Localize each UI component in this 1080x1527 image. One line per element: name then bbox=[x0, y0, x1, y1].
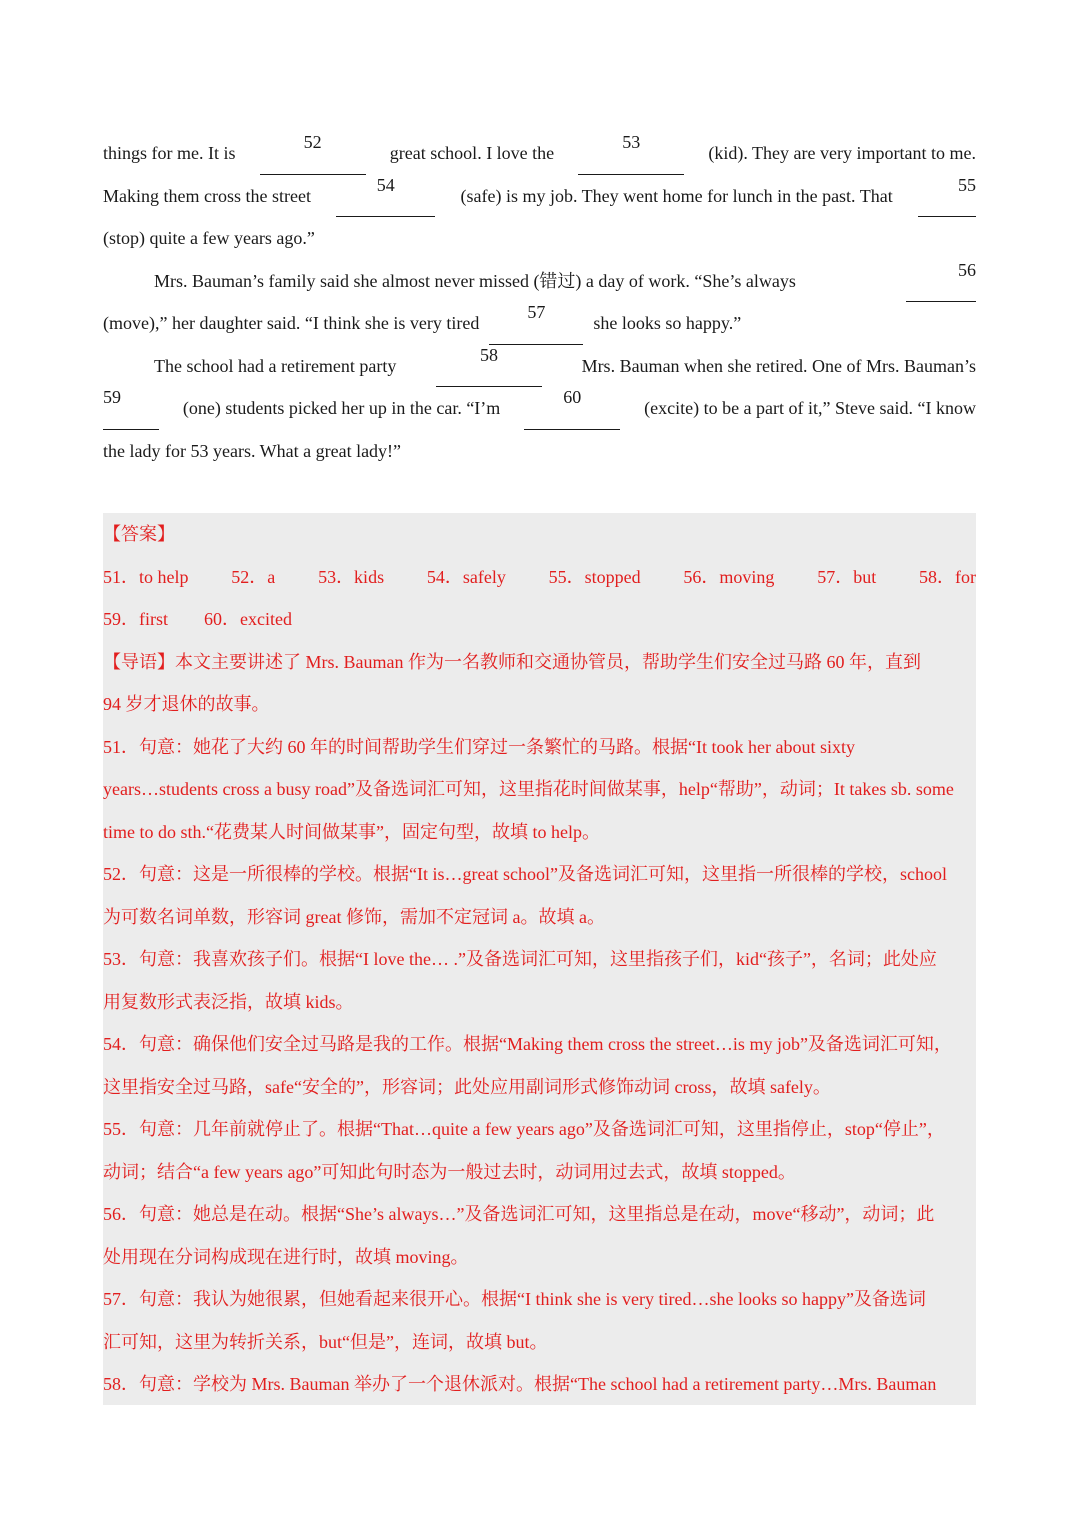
blank-53: 53 bbox=[578, 132, 684, 175]
explanation-line: 52．句意：这是一所很棒的学校。根据“It is…great school”及备选词汇可知，这里指一所很棒的学校，school bbox=[103, 864, 947, 884]
answer-item: 60．excited bbox=[204, 609, 292, 629]
explanation-line: 55．句意：几年前就停止了。根据“That…quite a few years ago”及备选词汇可知，这里指停止，stop“停止”， bbox=[103, 1119, 945, 1139]
answer-item: 55．stopped bbox=[548, 566, 641, 587]
passage-line bbox=[103, 175, 976, 218]
passage-line bbox=[103, 217, 976, 260]
explanation-line: 53．句意：我喜欢孩子们。根据“I love the… .”及备选词汇可知，这里指孩子们，kid“孩子”，名词；此处应 bbox=[103, 949, 937, 969]
passage-text: the lady for 53 years. What a great lady!” bbox=[103, 440, 402, 461]
answer-item: 51．to help bbox=[103, 566, 189, 587]
passage-text: things for me. It is bbox=[103, 143, 236, 163]
explanation-line: 【导语】本文主要讲述了 Mrs. Bauman 作为一名教师和交通协管员，帮助学生们安全过马路 60 年，直到 bbox=[103, 651, 921, 672]
answer-section bbox=[103, 513, 976, 1405]
answer-row bbox=[103, 556, 976, 599]
blank-59: 59 bbox=[103, 387, 159, 430]
explanation-line: 为可数名词单数，形容词 great 修饰，需加不定冠词 a。故填 a。 bbox=[103, 906, 605, 927]
passage-text: she looks so happy.” bbox=[593, 313, 742, 333]
explanation-line: 用复数形式表泛指，故填 kids。 bbox=[103, 991, 354, 1012]
answer-item: 53．kids bbox=[318, 566, 385, 587]
explanation-line: 动词；结合“a few years ago”可知此句时态为一般过去时，动词用过去式，故填 stopped。 bbox=[103, 1161, 796, 1182]
passage-line bbox=[103, 430, 976, 473]
passage-text: Mrs. Bauman when she retired. One of Mrs. Bauman’s bbox=[581, 355, 976, 376]
answer-item: 52．a bbox=[231, 566, 276, 587]
blank-58: 58 bbox=[436, 345, 542, 388]
passage-text: Mrs. Bauman’s family said she almost never missed (错过) a day of work. “She’s always bbox=[154, 270, 796, 291]
explanation-line: 57．句意：我认为她很累，但她看起来很开心。根据“I think she is very tired…she looks so happy”及备选词 bbox=[103, 1289, 926, 1309]
answer-header: 【答案】 bbox=[103, 524, 175, 544]
blank-54: 54 bbox=[336, 175, 435, 218]
passage-line bbox=[103, 132, 976, 175]
passage-text: Making them cross the street bbox=[103, 185, 311, 206]
answer-item: 54．safely bbox=[426, 566, 506, 587]
passage-text: (stop) quite a few years ago.” bbox=[103, 228, 315, 248]
blank-56: 56 bbox=[906, 260, 976, 303]
passage-line bbox=[103, 302, 976, 345]
explanation-line: 这里指安全过马路，safe“安全的”，形容词；此处应用副词形式修饰动词 cross，故填 safely。 bbox=[103, 1076, 831, 1097]
explanation-line: 51．句意：她花了大约 60 年的时间帮助学生们穿过一条繁忙的马路。根据“It took her about sixty bbox=[103, 736, 855, 757]
passage-text: (safe) is my job. They went home for lunch in the past. That bbox=[460, 185, 893, 206]
explanation-line: time to do sth.“花费某人时间做某事”，固定句型，故填 to help。 bbox=[103, 821, 600, 842]
blank-57: 57 bbox=[489, 302, 583, 345]
answer-row bbox=[103, 598, 976, 641]
explanation-line: 54．句意：确保他们安全过马路是我的工作。根据“Making them cross the street…is my job”及备选词汇可知， bbox=[103, 1034, 952, 1054]
reading-passage bbox=[103, 132, 976, 472]
passage-text: (move),” her daughter said. “I think she is very tired bbox=[103, 313, 480, 333]
passage-line bbox=[103, 345, 976, 388]
blank-55: 55 bbox=[918, 175, 976, 218]
answer-item: 59．first bbox=[103, 609, 168, 629]
explanation-line: 汇可知，这里为转折关系，but“但是”，连词，故填 but。 bbox=[103, 1331, 548, 1352]
blank-52: 52 bbox=[260, 132, 366, 175]
passage-text: (one) students picked her up in the car. “I’m bbox=[182, 398, 501, 418]
explanation-line: 56．句意：她总是在动。根据“She’s always…”及备选词汇可知，这里指总是在动，move“移动”，动词；此 bbox=[103, 1204, 935, 1224]
answer-item: 58．for bbox=[919, 566, 976, 587]
explanation-line: years…students cross a busy road”及备选词汇可知，这里指花时间做某事，help“帮助”，动词；It takes sb. some bbox=[103, 779, 954, 799]
explanation-line: 58．句意：学校为 Mrs. Bauman 举办了一个退休派对。根据“The school had a retirement party…Mrs. Bauman bbox=[103, 1374, 937, 1394]
passage-text: (excite) to be a part of it,” Steve said. “I know bbox=[644, 398, 976, 418]
explanation-line: 处用现在分词构成现在进行时，故填 moving。 bbox=[103, 1246, 469, 1267]
answer-item: 57．but bbox=[817, 566, 877, 587]
passage-text: (kid). They are very important to me. bbox=[708, 143, 976, 163]
passage-text: great school. I love the bbox=[389, 143, 555, 163]
passage-line bbox=[103, 387, 976, 430]
passage-line bbox=[103, 260, 976, 303]
blank-60: 60 bbox=[524, 387, 620, 430]
passage-text: The school had a retirement party bbox=[154, 355, 397, 376]
explanation-line: 94 岁才退休的故事。 bbox=[103, 694, 270, 714]
answer-item: 56．moving bbox=[683, 566, 775, 587]
